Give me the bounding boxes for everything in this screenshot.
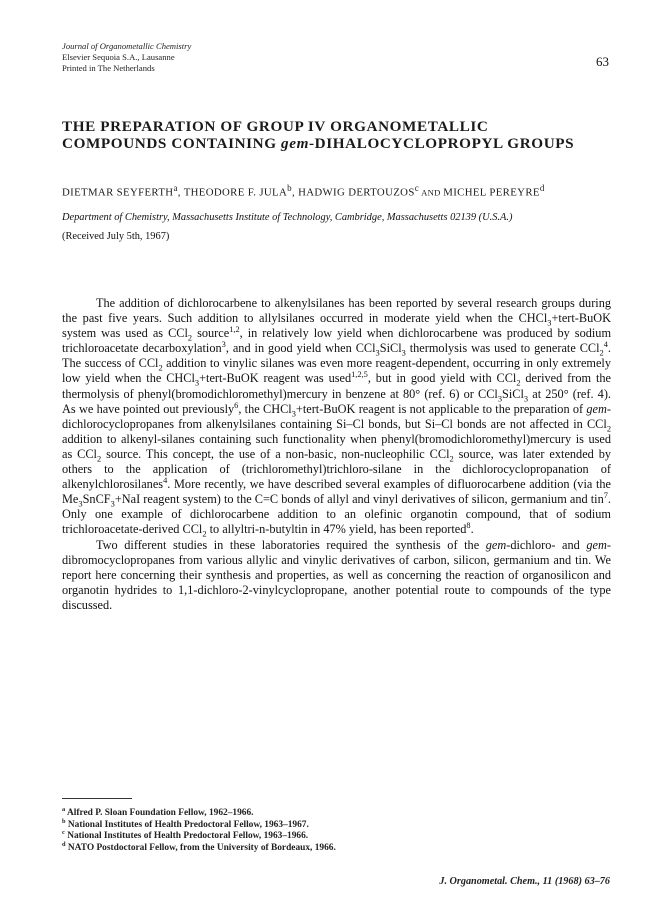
- footnote: [62, 840, 602, 855]
- body-text: source: [192, 326, 230, 341]
- footnote: [62, 805, 602, 820]
- body-text: addition to vinylic silanes was even more reagent-dependent, occurring in only extremely low yield when the CHCl: [62, 356, 611, 386]
- paragraph-1: [62, 296, 611, 538]
- printed-line: Printed in The Netherlands: [62, 62, 155, 73]
- affiliation: Department of Chemistry, Massachusetts Institute of Technology, Cambridge, Massachusetts 02139 (U.S.A.): [62, 212, 513, 223]
- author-mark: b: [287, 183, 292, 193]
- author-name: , HADWIG DERTOUZOS: [291, 186, 415, 199]
- italic-text: gem: [586, 537, 607, 552]
- body-text: SiCl: [502, 386, 524, 401]
- body-text: , but in good yield with CCl: [367, 371, 517, 386]
- author-mark: a: [173, 183, 178, 193]
- body-text: . More recently, we have described several examples of difluorocarbene addition (via the Me: [62, 477, 611, 507]
- body-text: SiCl: [379, 341, 402, 356]
- footnote: [62, 831, 602, 843]
- footnotes: [62, 805, 602, 854]
- footnote-mark: c: [62, 829, 65, 837]
- author-name: MICHEL PEREYRE: [443, 186, 540, 199]
- subscript: 3: [547, 318, 552, 328]
- footnote: [62, 817, 602, 832]
- body-text: +tert-BuOK system was used as CCl: [62, 311, 611, 341]
- body-text: at 250° (ref. 4). As we have pointed out previously: [62, 386, 612, 416]
- article-title: [62, 118, 622, 152]
- body-text: thermolysis was used to generate CCl: [405, 341, 600, 356]
- subscript: 2: [187, 333, 193, 343]
- reference-mark: 7: [603, 491, 608, 501]
- body-text: , the CHCl: [238, 401, 292, 416]
- body-text: Two different studies in these laboratories required the synthesis of the: [96, 537, 486, 552]
- subscript: 3: [78, 499, 83, 509]
- subscript: 2: [449, 454, 454, 464]
- body-text: The addition of dichlorocarbene to alkenylsilanes has been reported by several research groups during the past five years. Such addition to allylsilanes occurred in moderate yield when the CHCl: [62, 296, 611, 326]
- body-text: -dibromocyclopropanes from various allylic and vinylic derivatives of carbon, silicon, germanium and tin. We report here concerning their synthesis and properties, as well as concerning the reaction of organosilicon and organotin hydrides to 1,1-dichloro-2-vinylcyclopropane, another potential route to compounds of the type discussed.: [62, 537, 611, 612]
- author-mark: d: [539, 183, 545, 193]
- body-text: +tert-BuOK reagent was used: [199, 371, 352, 386]
- publisher-line: Elsevier Sequoia S.A., Lausanne: [62, 51, 175, 62]
- author-and: AND: [419, 187, 444, 198]
- body-text: source, was later extended by others to the application of (trichloromethyl)trichloro-silane in the dichlorocyclopropanation of alkenylchlorosilanes: [62, 446, 612, 492]
- subscript: 3: [523, 394, 529, 404]
- subscript: 2: [516, 378, 521, 388]
- italic-text: gem: [586, 401, 607, 416]
- body-text: addition to alkenyl-silanes containing such functionality when phenyl(bromodichloromethyl)mercury is used as CCl: [62, 431, 611, 461]
- subscript: 3: [375, 348, 380, 358]
- journal-header: [62, 41, 191, 73]
- title-line-2: [62, 135, 622, 152]
- title-line-1: THE PREPARATION OF GROUP IV ORGANOMETALLIC: [62, 118, 489, 135]
- reference-mark: 1,2,5: [351, 370, 368, 380]
- subscript: 3: [497, 394, 503, 404]
- article-body: [62, 296, 611, 613]
- reference-mark: 4: [603, 340, 608, 350]
- body-text: .: [470, 522, 474, 537]
- footnote-mark: d: [62, 840, 66, 848]
- subscript: 2: [158, 363, 163, 373]
- reference-mark: 1,2: [229, 325, 240, 335]
- subscript: 2: [96, 454, 102, 464]
- body-text: . Only one example of dichlorocarbene addition to an olefinic organotin compound, that of sodium trichloroacetate-derived CCl: [62, 492, 611, 537]
- footnote-mark: a: [62, 805, 66, 813]
- body-text: to allyltri-n-butyltin in 47% yield, has been reported: [206, 522, 467, 537]
- author-name: , THEODORE F. JULA: [177, 186, 288, 199]
- subscript: 2: [606, 424, 611, 434]
- body-text: source. This concept, the use of a non-basic, non-nucleophilic CCl: [101, 446, 450, 461]
- author-mark: c: [414, 183, 420, 193]
- paragraph-2: [62, 538, 611, 613]
- subscript: 3: [194, 378, 200, 388]
- received-date: (Received July 5th, 1967): [62, 231, 170, 242]
- subscript: 2: [599, 348, 604, 358]
- footnote-text: Alfred P. Sloan Foundation Fellow, 1962–1966.: [65, 808, 254, 818]
- footnote-text: National Institutes of Health Predoctoral Fellow, 1963–1966.: [64, 831, 309, 842]
- body-text: +NaI reagent system) to the C=C bonds of allyl and vinyl derivatives of silicon, germanium and tin: [114, 492, 604, 507]
- body-text: , and in good yield when CCl: [225, 341, 376, 356]
- author-name: DIETMAR SEYFERTH: [62, 186, 174, 199]
- body-text: SnCF: [82, 492, 111, 507]
- subscript: 3: [291, 409, 296, 419]
- footnote-mark: b: [62, 817, 66, 825]
- subscript: 3: [401, 348, 406, 358]
- footnote-divider: [62, 798, 132, 799]
- body-text: -dichloro- and: [506, 537, 587, 552]
- body-text: -dichlorocyclopropanes from alkenylsilanes containing Si–Cl bonds, but Si–Cl bonds are not affected in CCl: [62, 401, 612, 431]
- author-list: [62, 182, 622, 200]
- reference-mark: 4: [163, 476, 168, 486]
- reference-mark: 3: [221, 340, 226, 350]
- title-text: -DIHALOCYCLOPROPYL GROUPS: [309, 135, 575, 152]
- subscript: 2: [202, 529, 207, 539]
- subscript: 3: [110, 499, 115, 509]
- body-text: derived from the thermolysis of phenyl(bromodichloromethyl)mercury in benzene at 80° (ref. 6) or CCl: [62, 371, 611, 401]
- page-number: 63: [596, 54, 609, 69]
- body-text: . The success of CCl: [62, 341, 611, 371]
- body-text: +tert-BuOK reagent is not applicable to the preparation of: [295, 401, 587, 416]
- title-italic: gem: [281, 135, 309, 152]
- footnote-text: National Institutes of Health Predoctoral Fellow, 1963–1967.: [65, 819, 309, 830]
- italic-text: gem: [485, 537, 507, 552]
- footnote-text: NATO Postdoctoral Fellow, from the University of Bordeaux, 1966.: [65, 842, 336, 853]
- reference-mark: 6: [234, 400, 239, 410]
- title-text: COMPOUNDS CONTAINING: [62, 135, 282, 152]
- reference-mark: 8: [466, 521, 471, 531]
- journal-citation: J. Organometal. Chem., 11 (1968) 63–76: [439, 876, 610, 887]
- journal-name: Journal of Organometallic Chemistry: [62, 41, 192, 51]
- body-text: , in relatively low yield when dichlorocarbene was produced by sodium trichloroacetate decarboxylation: [62, 326, 612, 356]
